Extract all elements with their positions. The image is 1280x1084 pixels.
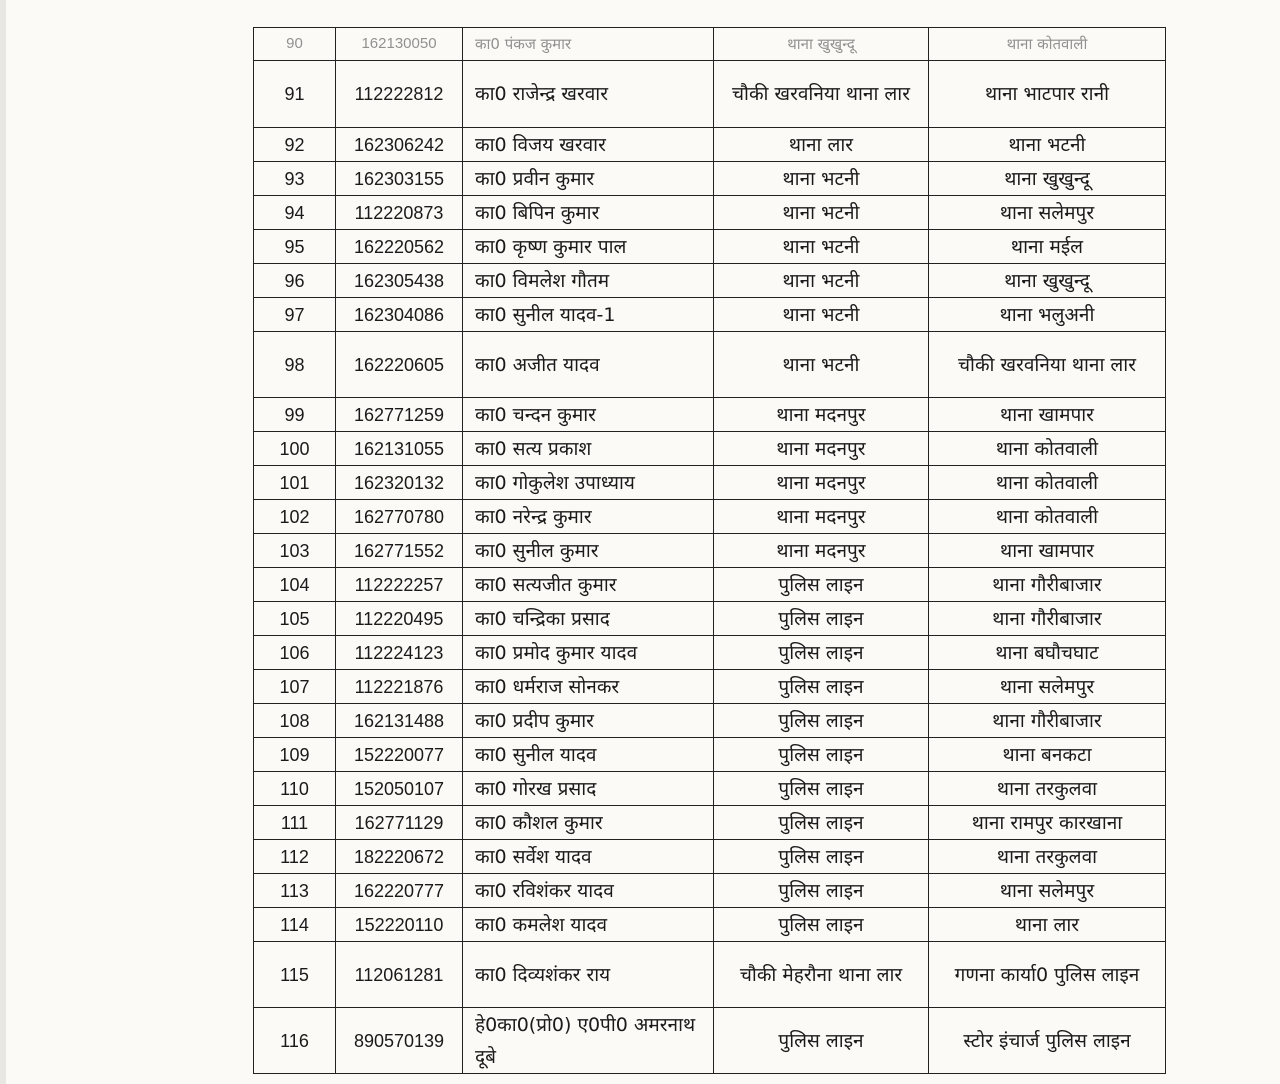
new-posting-cell: थाना सलेमपुर — [929, 670, 1166, 704]
transfer-table-sheet — [253, 27, 1165, 1074]
serial-number-cell: 95 — [254, 230, 336, 264]
new-posting-cell: थाना खामपार — [929, 534, 1166, 568]
table-row — [254, 1008, 1166, 1074]
current-posting-cell: पुलिस लाइन — [714, 568, 929, 602]
table-row — [254, 466, 1166, 500]
serial-number-cell: 91 — [254, 61, 336, 128]
table-row — [254, 942, 1166, 1008]
serial-number-cell: 111 — [254, 806, 336, 840]
table-row — [254, 28, 1166, 61]
serial-number-cell: 99 — [254, 398, 336, 432]
name-cell: का0 प्रवीन कुमार — [463, 162, 714, 196]
employee-id-cell: 162220777 — [336, 874, 463, 908]
current-posting-cell: थाना मदनपुर — [714, 398, 929, 432]
serial-number-cell: 110 — [254, 772, 336, 806]
current-posting-cell: थाना मदनपुर — [714, 432, 929, 466]
employee-id-cell: 162771129 — [336, 806, 463, 840]
serial-number-cell: 90 — [254, 28, 336, 61]
name-cell: का0 कमलेश यादव — [463, 908, 714, 942]
current-posting-cell: पुलिस लाइन — [714, 908, 929, 942]
table-row — [254, 772, 1166, 806]
new-posting-cell: थाना सलेमपुर — [929, 196, 1166, 230]
new-posting-cell: थाना गौरीबाजार — [929, 602, 1166, 636]
new-posting-cell: गणना कार्या0 पुलिस लाइन — [929, 942, 1166, 1008]
table-row — [254, 162, 1166, 196]
employee-id-cell: 162306242 — [336, 128, 463, 162]
table-row — [254, 738, 1166, 772]
employee-id-cell: 162220562 — [336, 230, 463, 264]
serial-number-cell: 98 — [254, 332, 336, 398]
serial-number-cell: 107 — [254, 670, 336, 704]
current-posting-cell: थाना लार — [714, 128, 929, 162]
serial-number-cell: 97 — [254, 298, 336, 332]
employee-id-cell: 152050107 — [336, 772, 463, 806]
employee-id-cell: 162131055 — [336, 432, 463, 466]
table-row — [254, 432, 1166, 466]
table-row — [254, 61, 1166, 128]
name-cell: का0 चन्दन कुमार — [463, 398, 714, 432]
current-posting-cell: थाना भटनी — [714, 264, 929, 298]
serial-number-cell: 109 — [254, 738, 336, 772]
employee-id-cell: 162131488 — [336, 704, 463, 738]
serial-number-cell: 112 — [254, 840, 336, 874]
serial-number-cell: 100 — [254, 432, 336, 466]
current-posting-cell: पुलिस लाइन — [714, 840, 929, 874]
employee-id-cell: 152220110 — [336, 908, 463, 942]
serial-number-cell: 108 — [254, 704, 336, 738]
new-posting-cell: थाना कोतवाली — [929, 500, 1166, 534]
employee-id-cell: 162305438 — [336, 264, 463, 298]
serial-number-cell: 101 — [254, 466, 336, 500]
table-row — [254, 500, 1166, 534]
serial-number-cell: 93 — [254, 162, 336, 196]
serial-number-cell: 94 — [254, 196, 336, 230]
table-row — [254, 128, 1166, 162]
table-row — [254, 806, 1166, 840]
table-row — [254, 840, 1166, 874]
employee-id-cell: 162320132 — [336, 466, 463, 500]
serial-number-cell: 105 — [254, 602, 336, 636]
current-posting-cell: थाना खुखुन्दू — [714, 28, 929, 61]
new-posting-cell: थाना बनकटा — [929, 738, 1166, 772]
name-cell: का0 रविशंकर यादव — [463, 874, 714, 908]
employee-id-cell: 162771552 — [336, 534, 463, 568]
name-cell: का0 सुनील कुमार — [463, 534, 714, 568]
name-cell: का0 सुनील यादव-1 — [463, 298, 714, 332]
serial-number-cell: 113 — [254, 874, 336, 908]
employee-id-cell: 112222257 — [336, 568, 463, 602]
employee-id-cell: 162770780 — [336, 500, 463, 534]
new-posting-cell: थाना खुखुन्दू — [929, 162, 1166, 196]
current-posting-cell: चौकी मेहरौना थाना लार — [714, 942, 929, 1008]
page-edge — [0, 0, 6, 1084]
employee-id-cell: 162220605 — [336, 332, 463, 398]
table-row — [254, 196, 1166, 230]
current-posting-cell: पुलिस लाइन — [714, 806, 929, 840]
table-row — [254, 874, 1166, 908]
employee-id-cell: 162304086 — [336, 298, 463, 332]
new-posting-cell: चौकी खरवनिया थाना लार — [929, 332, 1166, 398]
employee-id-cell: 890570139 — [336, 1008, 463, 1074]
current-posting-cell: थाना मदनपुर — [714, 500, 929, 534]
name-cell: का0 नरेन्द्र कुमार — [463, 500, 714, 534]
table-row — [254, 398, 1166, 432]
name-cell: का0 विमलेश गौतम — [463, 264, 714, 298]
table-row — [254, 704, 1166, 738]
table-row — [254, 636, 1166, 670]
serial-number-cell: 102 — [254, 500, 336, 534]
employee-id-cell: 162130050 — [336, 28, 463, 61]
name-cell: का0 सत्यजीत कुमार — [463, 568, 714, 602]
serial-number-cell: 103 — [254, 534, 336, 568]
table-row — [254, 602, 1166, 636]
new-posting-cell: थाना तरकुलवा — [929, 840, 1166, 874]
current-posting-cell: चौकी खरवनिया थाना लार — [714, 61, 929, 128]
name-cell: का0 अजीत यादव — [463, 332, 714, 398]
serial-number-cell: 115 — [254, 942, 336, 1008]
employee-id-cell: 112220873 — [336, 196, 463, 230]
name-cell: का0 गोकुलेश उपाध्याय — [463, 466, 714, 500]
employee-id-cell: 182220672 — [336, 840, 463, 874]
name-cell: का0 कृष्ण कुमार पाल — [463, 230, 714, 264]
new-posting-cell: थाना खुखुन्दू — [929, 264, 1166, 298]
name-cell: का0 धर्मराज सोनकर — [463, 670, 714, 704]
current-posting-cell: पुलिस लाइन — [714, 874, 929, 908]
employee-id-cell: 152220077 — [336, 738, 463, 772]
current-posting-cell: थाना भटनी — [714, 332, 929, 398]
employee-id-cell: 162303155 — [336, 162, 463, 196]
name-cell: का0 विजय खरवार — [463, 128, 714, 162]
current-posting-cell: थाना भटनी — [714, 298, 929, 332]
new-posting-cell: थाना खामपार — [929, 398, 1166, 432]
name-cell: का0 सत्य प्रकाश — [463, 432, 714, 466]
current-posting-cell: पुलिस लाइन — [714, 1008, 929, 1074]
new-posting-cell: थाना गौरीबाजार — [929, 704, 1166, 738]
name-cell: का0 सुनील यादव — [463, 738, 714, 772]
serial-number-cell: 106 — [254, 636, 336, 670]
employee-id-cell: 112222812 — [336, 61, 463, 128]
current-posting-cell: थाना भटनी — [714, 230, 929, 264]
name-cell: का0 गोरख प्रसाद — [463, 772, 714, 806]
name-cell: का0 प्रदीप कुमार — [463, 704, 714, 738]
employee-id-cell: 112224123 — [336, 636, 463, 670]
current-posting-cell: थाना भटनी — [714, 196, 929, 230]
new-posting-cell: स्टोर इंचार्ज पुलिस लाइन — [929, 1008, 1166, 1074]
employee-id-cell: 112061281 — [336, 942, 463, 1008]
table-row — [254, 670, 1166, 704]
table-row — [254, 568, 1166, 602]
serial-number-cell: 116 — [254, 1008, 336, 1074]
current-posting-cell: पुलिस लाइन — [714, 670, 929, 704]
current-posting-cell: पुलिस लाइन — [714, 636, 929, 670]
new-posting-cell: थाना भलुअनी — [929, 298, 1166, 332]
new-posting-cell: थाना कोतवाली — [929, 432, 1166, 466]
serial-number-cell: 104 — [254, 568, 336, 602]
serial-number-cell: 114 — [254, 908, 336, 942]
name-cell: का0 सर्वेश यादव — [463, 840, 714, 874]
current-posting-cell: थाना भटनी — [714, 162, 929, 196]
new-posting-cell: थाना भाटपार रानी — [929, 61, 1166, 128]
current-posting-cell: पुलिस लाइन — [714, 602, 929, 636]
name-cell: का0 चन्द्रिका प्रसाद — [463, 602, 714, 636]
current-posting-cell: थाना मदनपुर — [714, 466, 929, 500]
new-posting-cell: थाना कोतवाली — [929, 28, 1166, 61]
new-posting-cell: थाना कोतवाली — [929, 466, 1166, 500]
table-row — [254, 332, 1166, 398]
serial-number-cell: 96 — [254, 264, 336, 298]
name-cell: हे0का0(प्रो0) ए0पी0 अमरनाथ दूबे — [463, 1008, 714, 1074]
current-posting-cell: पुलिस लाइन — [714, 772, 929, 806]
employee-id-cell: 112220495 — [336, 602, 463, 636]
new-posting-cell: थाना सलेमपुर — [929, 874, 1166, 908]
employee-id-cell: 162771259 — [336, 398, 463, 432]
name-cell: का0 राजेन्द्र खरवार — [463, 61, 714, 128]
serial-number-cell: 92 — [254, 128, 336, 162]
name-cell: का0 प्रमोद कुमार यादव — [463, 636, 714, 670]
new-posting-cell: थाना तरकुलवा — [929, 772, 1166, 806]
new-posting-cell: थाना रामपुर कारखाना — [929, 806, 1166, 840]
new-posting-cell: थाना बघौचघाट — [929, 636, 1166, 670]
current-posting-cell: पुलिस लाइन — [714, 738, 929, 772]
current-posting-cell: थाना मदनपुर — [714, 534, 929, 568]
new-posting-cell: थाना भटनी — [929, 128, 1166, 162]
name-cell: का0 दिव्यशंकर राय — [463, 942, 714, 1008]
current-posting-cell: पुलिस लाइन — [714, 704, 929, 738]
name-cell: का0 पंकज कुमार — [463, 28, 714, 61]
new-posting-cell: थाना लार — [929, 908, 1166, 942]
table-row — [254, 264, 1166, 298]
table-row — [254, 534, 1166, 568]
name-cell: का0 बिपिन कुमार — [463, 196, 714, 230]
table-row — [254, 230, 1166, 264]
transfer-table — [253, 27, 1166, 1074]
table-row — [254, 298, 1166, 332]
new-posting-cell: थाना मईल — [929, 230, 1166, 264]
name-cell: का0 कौशल कुमार — [463, 806, 714, 840]
table-row — [254, 908, 1166, 942]
employee-id-cell: 112221876 — [336, 670, 463, 704]
new-posting-cell: थाना गौरीबाजार — [929, 568, 1166, 602]
